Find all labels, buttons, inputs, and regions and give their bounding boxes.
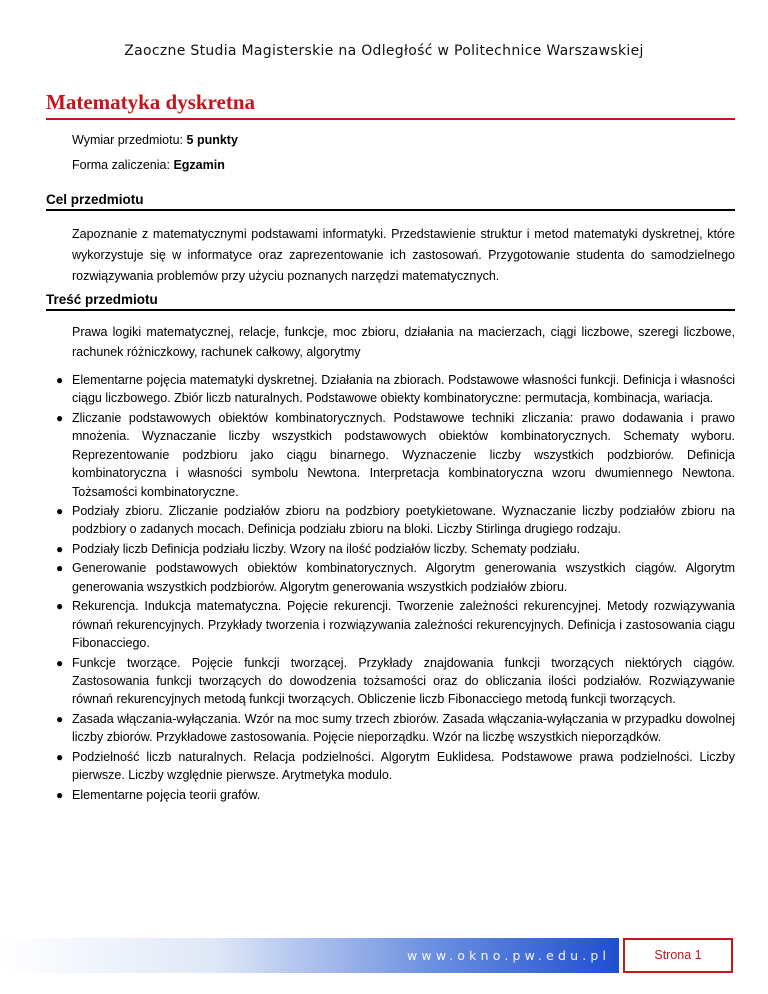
list-item: ● Zliczanie podstawowych obiektów kombinatorycznych. Podstawowe techniki zliczania: prawo dodawania i prawo mnożenia. Wyznaczanie liczby wszystkich podstawowych obiektów kombinatorycznych. Schematy wyboru. Reprezentowanie podzbioru jako ciągu binarnego. Wyznaczenie liczby wszystkich podzbiorów. Definicja kombinatoryczna i własności symbolu Newtona. Interpretacja kombinatoryczna wzoru dwumiennego Newtona. Tożsamości kombinatoryczne. — [56, 410, 735, 499]
list-item: ● Funkcje tworzące. Pojęcie funkcji tworzącej. Przykłady znajdowania funkcji tworzących niektórych ciągów. Zastosowania funkcji tworzących do dowodzenia tożsamości oraz do obliczania ilości podziałów. Rozwiązywanie równań rekurencyjnych metodą funkcji tworzących. Obliczenie liczb Fibonacciego metodą funkcji tworzących. — [56, 655, 735, 707]
credits-value: 5 punkty — [186, 133, 238, 147]
assessment-value: Egzamin — [173, 158, 225, 172]
title-divider — [46, 118, 735, 120]
page-number: Strona 1 — [623, 938, 733, 973]
bullet-icon: ● — [56, 711, 64, 726]
list-item: ● Elementarne pojęcia teorii grafów. — [72, 786, 735, 804]
list-item: ● Podziały liczb Definicja podziału liczby. Wzory na ilość podziałów liczby. Schematy podziału. — [72, 540, 735, 558]
bullet-icon: ● — [56, 655, 64, 670]
bullet-icon: ● — [56, 599, 64, 614]
page-header: Zaoczne Studia Magisterskie na Odległość w Politechnice Warszawskiej — [124, 43, 644, 59]
goal-paragraph: Zapoznanie z matematycznymi podstawami informatyki. Przedstawienie struktur i metod matematyki dyskretnej, które wykorzystuje się w informatyce oraz zaprezentowanie ich zastosowań. Przygotowanie studenta do samodzielnego rozwiązywania problemów przy użyciu poznanych narzędzi matematycznych. — [72, 227, 735, 283]
content-intro-paragraph: Prawa logiki matematycznej, relacje, funkcje, moc zbioru, działania na macierzach, ciągi liczbowe, szeregi liczbowe, rachunek różniczkowy, rachunek całkowy, algorytmy — [72, 325, 735, 359]
topic-list — [56, 371, 735, 805]
list-item: ● Podziały zbioru. Zliczanie podziałów zbioru na podzbiory poetykietowane. Wyznaczanie liczby podziałów zbioru na podzbiory o zadanych mocach. Definicja podziału zbioru na bloki. Liczby Stirlinga drugiego rodzaju. — [56, 504, 735, 537]
bullet-icon: ● — [56, 410, 64, 425]
bullet-icon: ● — [56, 541, 64, 556]
credits-label: Wymiar przedmiotu: — [72, 133, 184, 147]
credits-line — [72, 133, 238, 147]
bullet-icon: ● — [56, 561, 64, 576]
list-item: ● Zasada włączania-wyłączania. Wzór na moc sumy trzech zbiorów. Zasada włączania-wyłączania w przypadku dowolnej liczby zbiorów. Przykładowe zastosowania. Pojęcie nieporządku. Wzór na liczbę wszystkich nieporządków. — [56, 711, 735, 745]
list-item: ● Elementarne pojęcia matematyki dyskretnej. Działania na zbiorach. Podstawowe własności funkcji. Definicja i własności ciągu liczbowego. Zbiór liczb naturalnych. Podstawowe obiekty kombinatoryczne: permutacja, kombinacja, wariacja. — [56, 373, 735, 406]
assessment-line — [72, 158, 225, 172]
bullet-icon: ● — [56, 373, 64, 387]
document-title: Matematyka dyskretna — [46, 90, 256, 114]
footer-url: www.okno.pw.edu.pl — [407, 948, 611, 963]
list-item: ● Generowanie podstawowych obiektów kombinatorycznych. Algorytm generowania wszystkich ciągów. Algorytm generowania wszystkich podzbiorów. Algorytm generowania wszystkich podziałów zbioru. — [56, 561, 735, 594]
bullet-icon: ● — [56, 749, 64, 764]
list-item: ● Podzielność liczb naturalnych. Relacja podzielności. Algorytm Euklidesa. Podstawowe prawa podzielności. Liczby pierwsze. Liczby względnie pierwsze. Arytmetyka modulo. — [56, 749, 735, 783]
section-heading-goal: Cel przedmiotu — [46, 192, 735, 211]
assessment-label: Forma zaliczenia: — [72, 158, 170, 172]
section-heading-content: Treść przedmiotu — [46, 292, 735, 311]
page-footer — [0, 938, 768, 973]
list-item: ● Rekurencja. Indukcja matematyczna. Pojęcie rekurencji. Tworzenie zależności rekurencyjnej. Metody rozwiązywania równań rekurencyjnych. Przykłady tworzenia i rozwiązywania zależności rekurencyjnych. Definicja i zastosowania ciągu Fibonacciego. — [56, 599, 735, 651]
bullet-icon: ● — [56, 787, 64, 802]
bullet-icon: ● — [56, 504, 64, 519]
